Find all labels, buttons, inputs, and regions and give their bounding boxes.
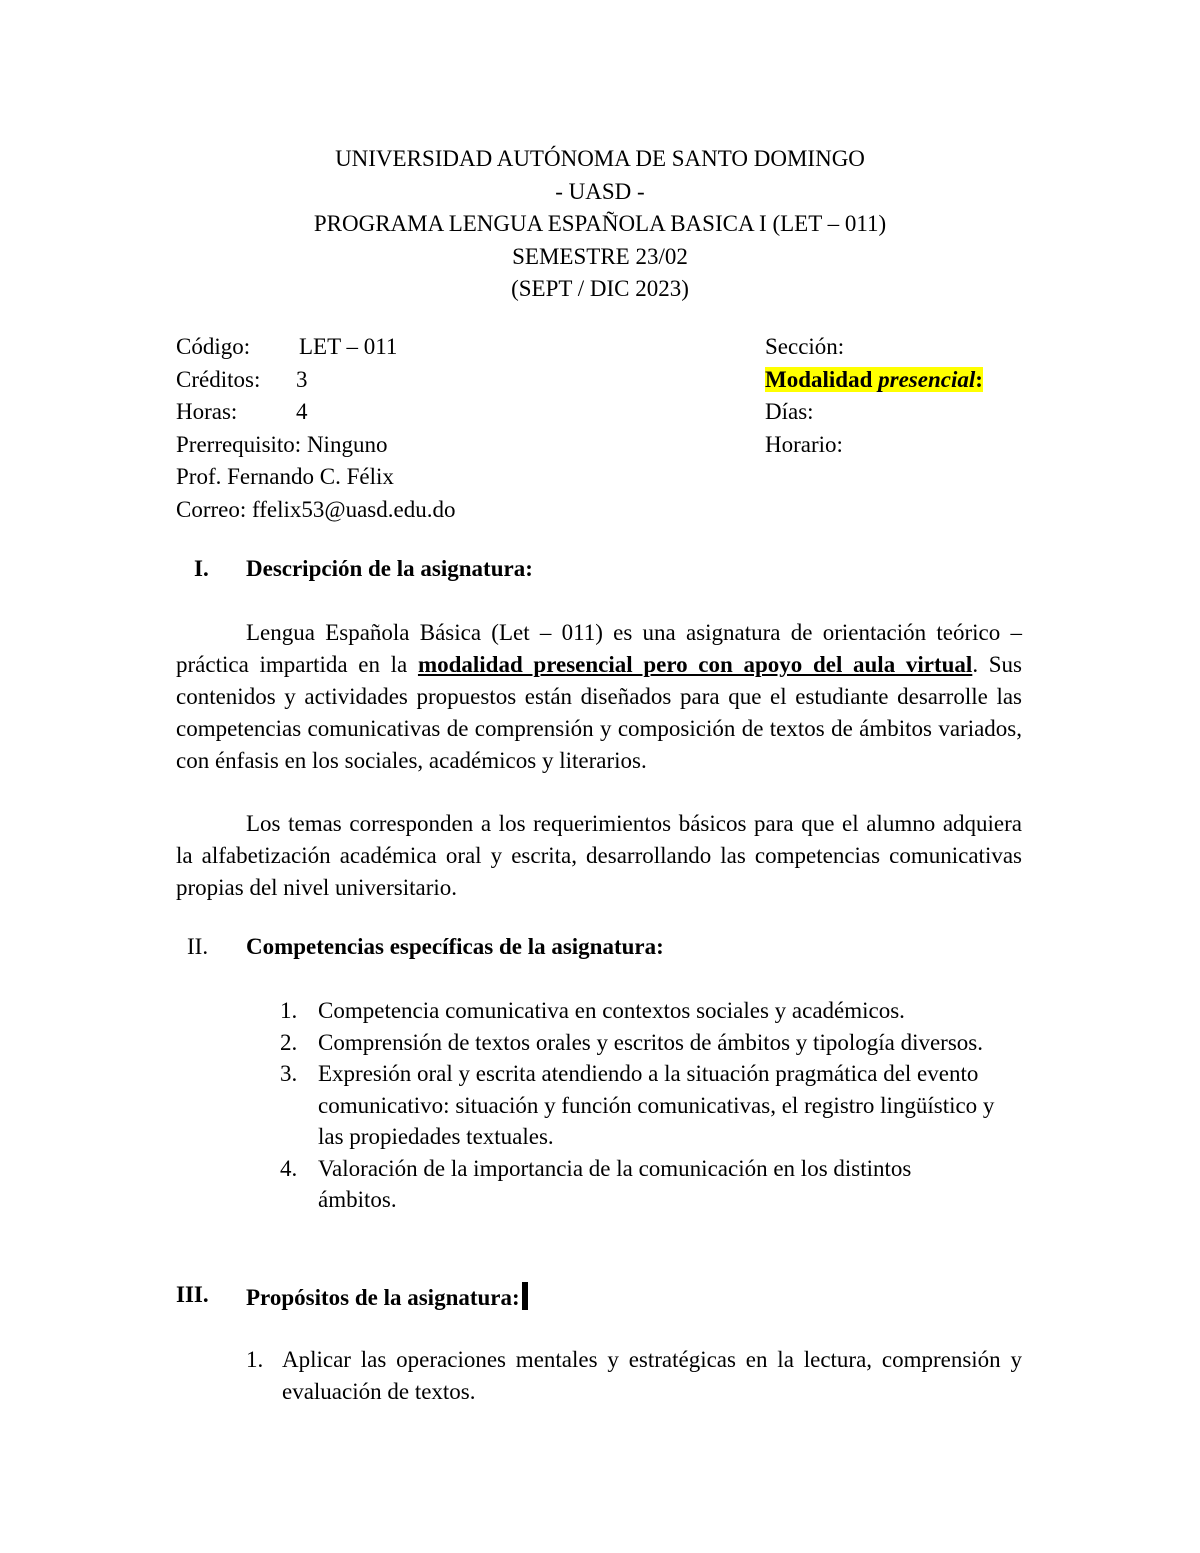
section-3-title: Propósitos de la asignatura: — [246, 1285, 520, 1310]
section-1-paragraph-2 — [176, 808, 1022, 904]
section-3-number: III. — [176, 1282, 209, 1307]
modalidad-row — [765, 364, 983, 397]
list-number: 1. — [280, 998, 298, 1023]
university-name: UNIVERSIDAD AUTÓNOMA DE SANTO DOMINGO — [335, 146, 865, 171]
profesor: Prof. Fernando C. Félix — [176, 464, 394, 489]
list-item — [280, 1058, 1008, 1153]
competencias-list — [280, 995, 1040, 1216]
document-header — [0, 143, 1200, 306]
university-acronym: - UASD - — [555, 178, 645, 204]
list-item — [246, 1344, 1022, 1408]
seccion: Sección: — [765, 334, 845, 359]
prerrequisito: Prerrequisito: Ninguno — [176, 431, 388, 457]
codigo-value: LET – 011 — [299, 334, 398, 359]
horas-label: Horas: — [176, 399, 238, 424]
section-1-number: I. — [194, 556, 209, 581]
dias: Días: — [765, 399, 814, 424]
para1-text-c: . Sus contenidos y actividades propuestos están diseñados para que el estudiante desarrolle las competencias comunicativas de comprensión y composición de textos de ámbitos variados, con énfasis en los sociales, académicos y literarios. — [176, 652, 1022, 773]
text-cursor — [522, 1282, 528, 1310]
list-number: 4. — [280, 1155, 298, 1181]
codigo-label: Código: — [176, 334, 251, 359]
list-text: Valoración de la importancia de la comunicación en los distintos ámbitos. — [318, 1155, 912, 1212]
modalidad-label: Modalidad — [765, 366, 879, 392]
horas-row — [176, 396, 455, 429]
list-item — [280, 1153, 968, 1216]
creditos-label: Créditos: — [176, 366, 261, 392]
creditos-row — [176, 364, 455, 397]
list-number: 3. — [280, 1061, 298, 1086]
section-2-title: Competencias específicas de la asignatura: — [246, 934, 664, 959]
codigo-row — [176, 331, 455, 364]
list-text: Competencia comunicativa en contextos sociales y académicos. — [318, 998, 905, 1023]
list-text: Expresión oral y escrita atendiendo a la situación pragmática del evento comunicativo: situación y función comunicativas, el registro lingüístico y las propiedades textuales. — [318, 1061, 995, 1149]
creditos-value: 3 — [296, 366, 308, 392]
horas-value: 4 — [296, 399, 308, 424]
horario: Horario: — [765, 431, 843, 457]
section-2-number: II. — [187, 934, 209, 959]
correo: Correo: ffelix53@uasd.edu.do — [176, 496, 456, 522]
modalidad-colon: : — [975, 366, 983, 392]
section-1-title: Descripción de la asignatura: — [246, 556, 533, 581]
para2-text: Los temas corresponden a los requerimientos básicos para que el alumno adquiera la alfabetización académica oral y escrita, desarrollando las competencias comunicativas propias del nivel universitario. — [176, 811, 1022, 900]
list-text: Aplicar las operaciones mentales y estratégicas en la lectura, comprensión y evaluación de textos. — [282, 1347, 1022, 1404]
list-item — [280, 1027, 1040, 1059]
section-3-title-wrap — [246, 1282, 528, 1311]
modalidad-value: presencial — [878, 366, 976, 392]
list-number: 1. — [246, 1347, 264, 1372]
course-info-left — [176, 331, 455, 526]
list-number: 2. — [280, 1029, 298, 1055]
section-1-paragraph-1 — [176, 617, 1022, 777]
semester: SEMESTRE 23/02 — [512, 243, 688, 269]
course-info-right — [765, 331, 983, 461]
list-text: Comprensión de textos orales y escritos de ámbitos y tipología diversos. — [318, 1029, 983, 1055]
para1-text-a: Lengua Española Básica (Let – 011) es una asignatura de orientación teórico – práctica impartida en la — [176, 620, 1022, 677]
propositos-list — [246, 1344, 1022, 1408]
para1-emphasis: modalidad presencial pero con apoyo del aula virtual — [417, 652, 973, 677]
modalidad-highlight — [765, 367, 983, 392]
list-item — [280, 995, 1040, 1027]
program-title: PROGRAMA LENGUA ESPAÑOLA BASICA I (LET – 011) — [313, 211, 887, 236]
period: (SEPT / DIC 2023) — [511, 276, 689, 301]
